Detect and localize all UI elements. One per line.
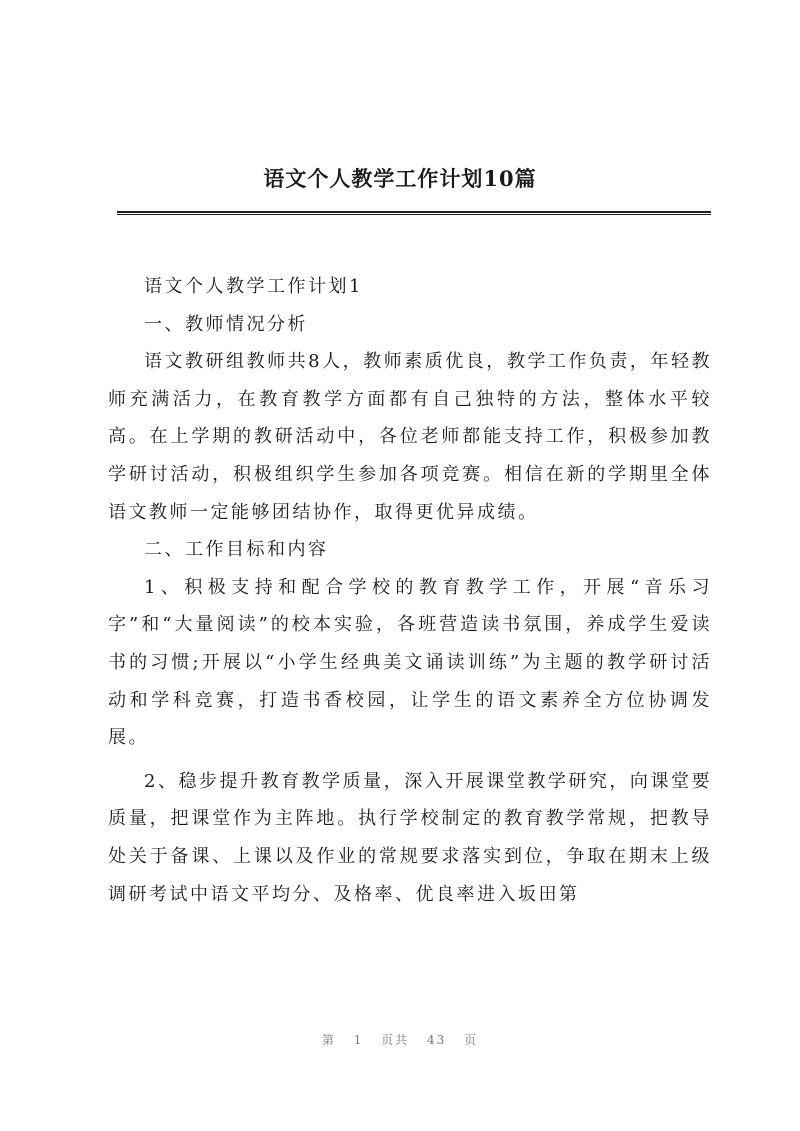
document-title: 语文个人教学工作计划10篇 — [263, 166, 537, 191]
page-footer — [0, 1031, 800, 1048]
footer-current-page: 1 — [353, 1033, 364, 1047]
section-heading: 语文个人教学工作计划1 — [144, 276, 363, 297]
body-paragraph: 2、稳步提升教育教学质量，深入开展课堂教学研究，向课堂要质量，把课堂作为主阵地。执行学校制定的教育教学常规，把教导处关于备课、上课以及作业的常规要求落实到位，争取在期末上级调研考试中语文平均分、及格率、优良率进入坂田第 — [108, 770, 712, 905]
title-underline — [117, 211, 711, 215]
subsection-heading: 一、教师情况分析 — [144, 313, 308, 335]
body-paragraph: 语文教研组教师共8人，教师素质优良，教学工作负责，年轻教师充满活力，在教育教学方面都有自己独特的方法，整体水平较高。在上学期的教研活动中，各位老师都能支持工作，积极参加教学研讨活动，积极组织学生参加各项竞赛。相信在新的学期里全体语文教师一定能够团结协作，取得更优异成绩。 — [108, 351, 712, 523]
subsection-heading: 二、工作目标和内容 — [144, 539, 329, 561]
body-paragraph: 1、积极支持和配合学校的教育教学工作，开展“音乐习字”和“大量阅读”的校本实验，各班营造读书氛围，养成学生爱读书的习惯;开展以“小学生经典美文诵读训练”为主题的教学研讨活动和学科竞赛，打造书香校园，让学生的语文素养全方位协调发展。 — [108, 576, 712, 749]
footer-label-mid: 页共 — [381, 1033, 410, 1047]
footer-label-suffix: 页 — [464, 1033, 479, 1047]
document-body — [108, 268, 712, 913]
footer-label-prefix: 第 — [321, 1033, 336, 1047]
footer-total-pages: 43 — [427, 1033, 447, 1047]
